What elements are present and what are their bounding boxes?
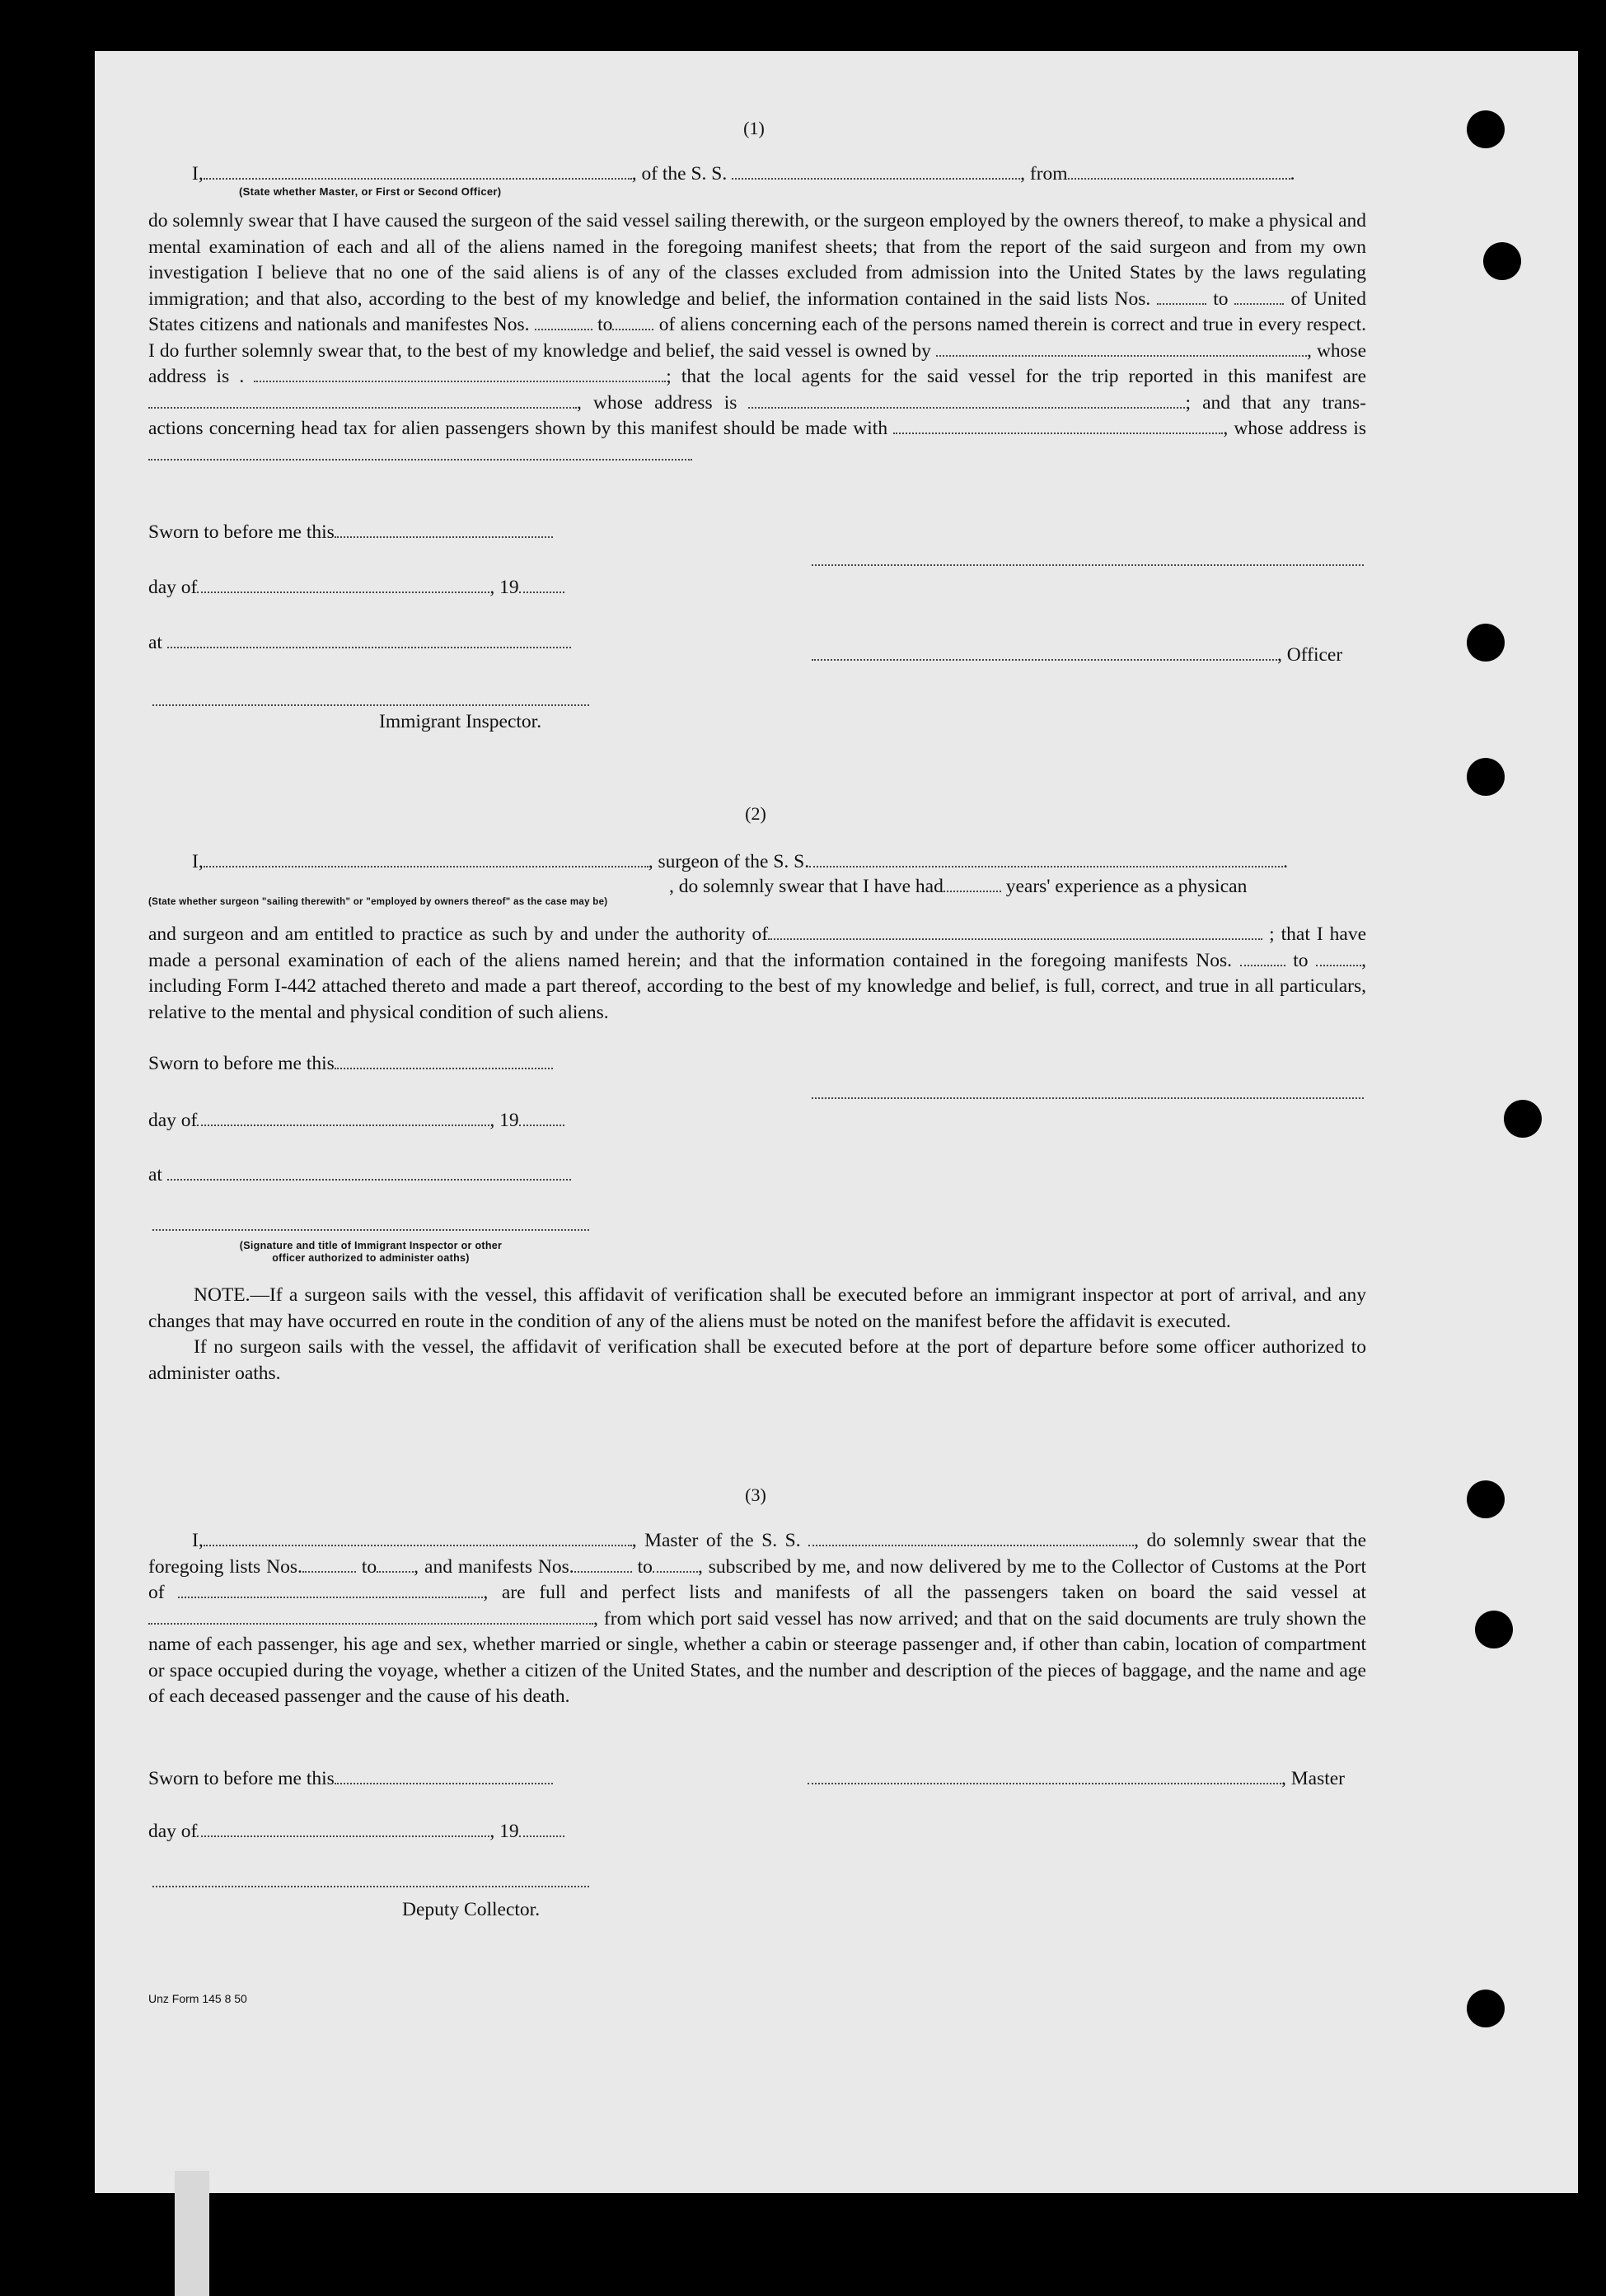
section-2-body: and surgeon and am entitled to practice as such by and under the authority of ; that I have made a personal examination of each of the aliens named herein; and that the information contained in the foregoing manifests Nos. to , including Form I-442 attached thereto and made a part thereof, according to the best of my knowledge and belief, is full, correct, and true in all particulars, relative to the mental and physical condition of such aliens. <box>148 924 1367 1023</box>
form-id: Unz Form 145 8 50 <box>148 1992 247 2005</box>
punch-hole <box>1467 110 1505 148</box>
at-line-1: at <box>148 632 571 654</box>
officer-signature: , Officer <box>812 644 1342 666</box>
signature-line-2 <box>812 1096 1364 1099</box>
note-block <box>148 1283 1366 1386</box>
deputy-line <box>152 1884 589 1887</box>
punch-hole <box>1467 1990 1505 2027</box>
signature-line-1 <box>812 563 1364 566</box>
sworn-line-1: Sworn to before me this <box>148 521 553 544</box>
sworn-line-2: Sworn to before me this <box>148 1053 553 1075</box>
at-line-2: at <box>148 1164 571 1186</box>
day-line-3: day of , 19 <box>148 1821 564 1843</box>
punch-hole <box>1483 242 1521 280</box>
paper-tab <box>175 2171 209 2296</box>
surgeon-line-2: , do solemnly swear that I have had years' experience as a physican <box>669 876 1248 897</box>
punch-hole <box>1467 624 1505 662</box>
section-number: (1) <box>743 118 765 138</box>
section-1-body: do solemnly swear that I have caused the surgeon of the said vessel sailing therewith, or the surgeon employed by the owners thereof, to make a physical and mental examination of each and all of the aliens named in the foregoing manifest sheets; that from the report of the said surgeon and from my own investigation I believe that no one of the said aliens is of any of the classes excluded from admission into the United States by the laws regulating immigration; and that also, according to the best of my knowledge and belief, the information contained in the said lists Nos. to of United States citizens and nationals and manifestes Nos. to of aliens concerning each of the persons named therein is correct and true in every respect. I do further solemnly swear that, to the best of my knowledge and belief, the said vessel is owned by , whose address is . ; that the local agents for the said vessel for the trip reported in this manifest are , whose address is ; and that any trans- actions concerning head tax for alien passengers shown by this manifest should be made with , whose address is <box>148 208 1366 468</box>
section-number: (2) <box>745 803 766 824</box>
note-paragraph-2: If no surgeon sails with the vessel, the affidavit of verification shall be executed before at the port of departure before some officer authorized to administer oaths. <box>148 1336 1366 1384</box>
punch-hole <box>1467 1480 1505 1518</box>
officer-line: I, , of the S. S. , from . <box>192 163 1295 185</box>
punch-hole <box>1475 1611 1513 1648</box>
administer-oaths-line <box>152 1227 589 1231</box>
day-line-1: day of , 19 <box>148 577 564 599</box>
inspector-line <box>152 703 589 706</box>
master-signature: , Master <box>808 1768 1345 1790</box>
section-3-body: I, , Master of the S. S. , do solemnly swear that the foregoing lists Nos. to , and manifests Nos. to , subscribed by me, and now delivered by me to the Collector of Customs at the Port of , are full and perfect lists and manifests of all the passengers taken on board the said vessel at, from which port said vessel has now arrived; and that on the said documents are truly shown the name of each passenger, his age and sex, whether married or single, whether a cabin or steerage passenger and, if other than cabin, location of compartment or space occupied during the voyage, whether a citizen of the United States, and the number and description of the pieces of baggage, and the name and age of each deceased passenger and the cause of his death. <box>148 1530 1367 1707</box>
inspector-label: Immigrant Inspector. <box>379 711 542 732</box>
note-paragraph-1: NOTE.—If a surgeon sails with the vessel, this affidavit of verification shall be executed before an immigrant inspector at port of arrival, and any changes that may have occurred en route in the condition of any of the aliens must be noted on the manifest before the affidavit is executed. <box>148 1284 1366 1332</box>
punch-hole <box>1467 758 1505 796</box>
punch-hole <box>1504 1100 1542 1138</box>
surgeon-line: I, , surgeon of the S. S. . <box>192 851 1288 872</box>
signature-note: (Signature and title of Immigrant Inspector or other officer authorized to administer oaths) <box>239 1240 503 1264</box>
deputy-label: Deputy Collector. <box>402 1899 541 1920</box>
officer-note: (State whether Master, or First or Second Officer) <box>239 185 502 198</box>
surgeon-note: (State whether surgeon "sailing therewith" or "employed by owners thereof" as the case may be) <box>148 897 608 907</box>
section-number: (3) <box>745 1485 766 1505</box>
day-line-2: day of , 19 <box>148 1110 564 1132</box>
sworn-line-3: Sworn to before me this <box>148 1768 553 1790</box>
